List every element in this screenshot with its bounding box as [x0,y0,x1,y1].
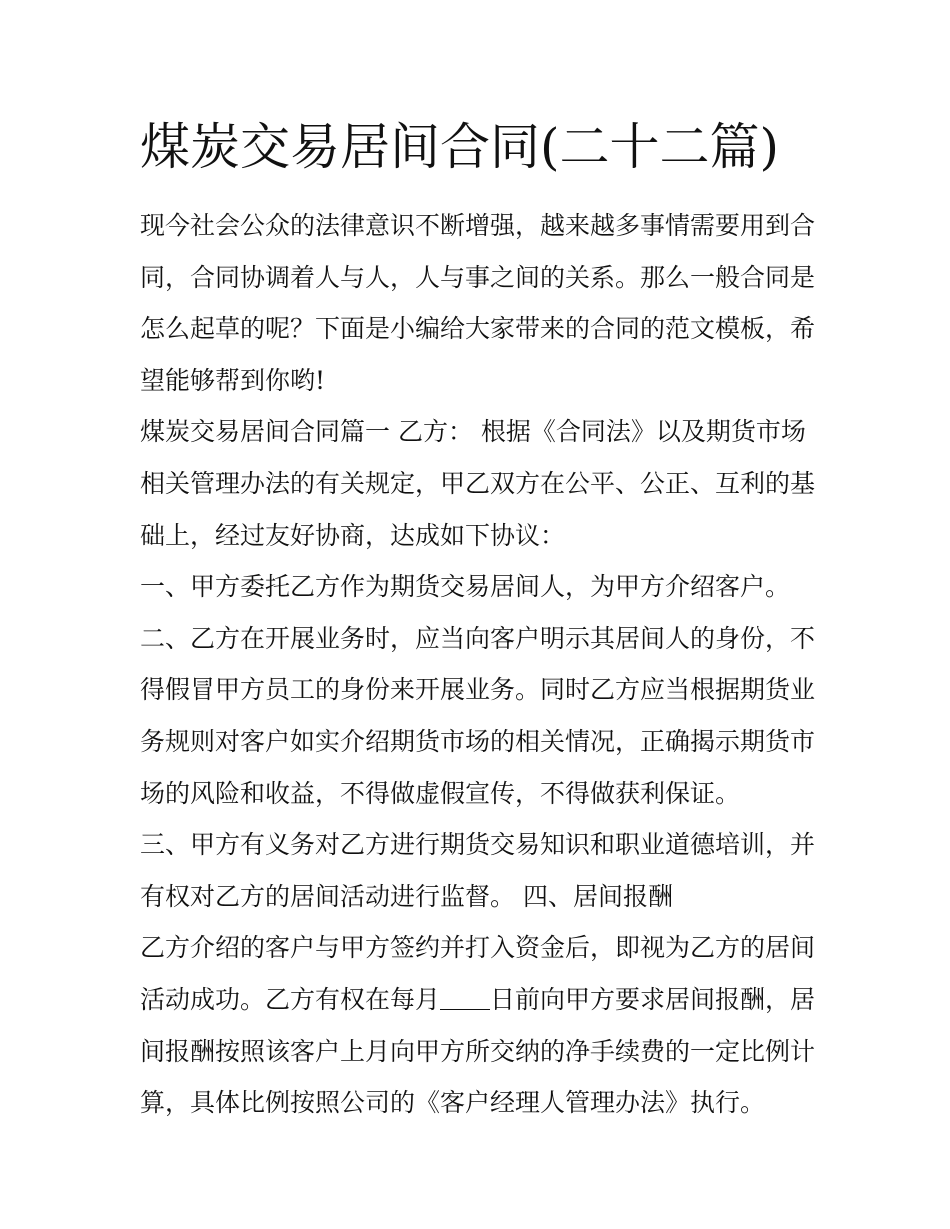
paragraph-line: 有权对乙方的居间活动进行监督。 四、居间报酬 [140,881,673,911]
paragraph-line: 础上，经过友好协商，达成如下协议： [140,520,566,550]
paragraph-line: 同，合同协调着人与人，人与事之间的关系。那么一般合同是 [140,262,816,292]
paragraph-line: 煤炭交易居间合同篇一 乙方： 根据《合同法》以及期货市场 [140,417,806,447]
paragraph-line: 怎么起草的呢？下面是小编给大家带来的合同的范文模板，希 [140,314,816,344]
paragraph-line: 间报酬按照该客户上月向甲方所交纳的净手续费的一定比例计 [140,1036,816,1066]
line-text-after-blank: 日前向甲方要求居间报酬，居 [490,984,816,1014]
paragraph-line: 场的风险和收益，不得做虚假宣传，不得做获利保证。 [140,778,741,808]
paragraph-line: 相关管理办法的有关规定，甲乙双方在公平、公正、互利的基 [140,468,816,498]
paragraph-line-with-blank [140,974,820,1026]
paragraph-line: 务规则对客户如实介绍期货市场的相关情况，正确揭示期货市 [140,726,816,756]
paragraph-line: 乙方介绍的客户与甲方签约并打入资金后，即视为乙方的居间 [140,933,816,963]
document-title: 煤炭交易居间合同(二十二篇) [140,118,780,176]
paragraph-line: 三、甲方有义务对乙方进行期货交易知识和职业道德培训，并 [140,830,816,860]
fill-in-blank [440,985,490,1010]
paragraph-line: 现今社会公众的法律意识不断增强，越来越多事情需要用到合 [140,211,816,240]
paragraph-line: 一、甲方委托乙方作为期货交易居间人，为甲方介绍客户。 [140,572,791,602]
paragraph-line: 算，具体比例按照公司的《客户经理人管理办法》执行。 [140,1088,766,1118]
paragraph-line: 二、乙方在开展业务时，应当向客户明示其居间人的身份，不 [140,623,816,653]
paragraph-line: 得假冒甲方员工的身份来开展业务。同时乙方应当根据期货业 [140,675,816,705]
paragraph-line: 望能够帮到你哟! [140,365,326,395]
line-text-before-blank: 活动成功。乙方有权在每月 [140,984,441,1014]
document-body [140,200,820,1129]
